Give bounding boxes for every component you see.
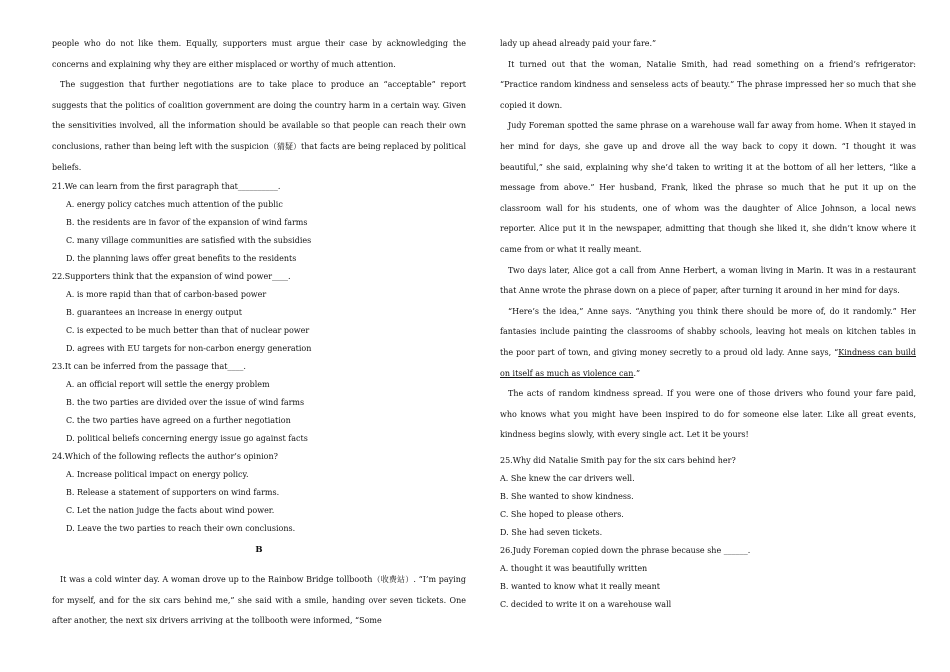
question-stem: 24.Which of the following reflects the author’s opinion? [52, 452, 278, 462]
option-a: A. Increase political impact on energy policy. [66, 470, 249, 480]
option-d: D. the planning laws offer great benefits to the residents [66, 254, 297, 264]
left-paragraph-2: The suggestion that further negotiations are to take place to produce an “acceptable” report suggests that the politics of coalition government are doing the country harm in a certain way. Given the sensitivities involved, all the information should be available so that people can reach their own conclusions, rather than being left with the suspicion（猜疑）that facts are being replaced by political beliefs. [52, 80, 466, 172]
question-21 [52, 178, 466, 268]
right-column [500, 34, 916, 614]
question-stem: 21.We can learn from the first paragraph that__________. [52, 182, 281, 192]
underlined-quote: Kindness can build on itself as much as violence can [500, 347, 917, 378]
right-paragraph-3: Judy Foreman spotted the same phrase on a warehouse wall far away from home. When it stayed in her mind for days, she gave up and drove all the way back to copy it down. “I thought it was beautiful,” she said, explaining why she’d taken to writing it at the bottom of all her letters, “like a message from above.” Her husband, Frank, liked the phrase so much that he put it up on the classroom wall for his students, one of whom was the daughter of Alice Johnson, a local news reporter. Alice put it in the newspaper, admitting that though she liked it, she didn’t know where it came from or what it really meant. [500, 121, 916, 254]
right-paragraph-1: lady up ahead already paid your fare.” [500, 39, 657, 48]
question-22 [52, 268, 466, 358]
question-25 [500, 452, 916, 542]
option-d: D. She had seven tickets. [500, 527, 603, 537]
option-a: A. thought it was beautifully written [500, 563, 648, 573]
option-b: B. the two parties are divided over the issue of wind farms [66, 398, 305, 408]
question-stem: 26.Judy Foreman copied down the phrase because she ______. [500, 545, 751, 555]
question-23 [52, 358, 466, 448]
question-stem: 23.It can be inferred from the passage that____. [52, 362, 246, 372]
right-paragraph-5 [500, 302, 916, 384]
right-paragraph-4: Two days later, Alice got a call from Anne Herbert, a woman living in Marin. It was in a restaurant that Anne wrote the phrase down on a piece of paper, after turning it around in her mind for days. [500, 265, 916, 296]
section-heading-b: B [255, 545, 263, 556]
question-stem: 22.Supporters think that the expansion of wind power____. [52, 272, 291, 282]
option-c: C. the two parties have agreed on a further negotiation [66, 416, 291, 426]
option-b: B. Release a statement of supporters on wind farms. [66, 488, 280, 498]
option-b: B. the residents are in favor of the expansion of wind farms [66, 218, 308, 228]
question-24 [52, 448, 466, 538]
option-c: C. She hoped to please others. [500, 509, 624, 519]
option-c: C. many village communities are satisfied with the subsidies [66, 236, 312, 246]
option-a: A. is more rapid than that of carbon-based power [66, 290, 267, 300]
option-a: A. an official report will settle the energy problem [66, 380, 270, 390]
paragraph-end: .” [633, 368, 641, 378]
option-c: C. decided to write it on a warehouse wall [500, 599, 672, 609]
option-b: B. wanted to know what it really meant [500, 581, 660, 591]
option-b: B. She wanted to show kindness. [500, 491, 634, 501]
option-d: D. political beliefs concerning energy issue go against facts [66, 434, 308, 444]
option-a: A. energy policy catches much attention of the public [66, 200, 283, 210]
option-b: B. guarantees an increase in energy output [66, 308, 243, 318]
question-stem: 25.Why did Natalie Smith pay for the six cars behind her? [500, 455, 736, 465]
option-d: D. Leave the two parties to reach their own conclusions. [66, 524, 296, 534]
option-a: A. She knew the car drivers well. [500, 473, 635, 483]
question-26 [500, 542, 916, 614]
option-c: C. Let the nation judge the facts about wind power. [66, 506, 275, 516]
passage-b-paragraph-1: It was a cold winter day. A woman drove up to the Rainbow Bridge tollbooth（收费站）. “I’m paying for myself, and for the six cars behind me,” she said with a smile, handing over seven tickets. One after another, the next six drivers arriving at the tollbooth were informed, “Some [52, 575, 466, 626]
paragraph-text: “Here’s the idea,” Anne says. “Anything you think there should be more of, do it randomly.” Her fantasies include painting the classrooms of shabby schools, leaving hot meals on kitchen tables in the poor part of town, and giving money secretly to a proud old lady. Anne says, “ [500, 306, 916, 357]
option-d: D. agrees with EU targets for non-carbon energy generation [66, 344, 312, 354]
left-column [52, 34, 466, 632]
option-c: C. is expected to be much better than that of nuclear power [66, 326, 310, 336]
right-paragraph-2: It turned out that the woman, Natalie Smith, had read something on a friend’s refrigerator: “Practice random kindness and senseless acts of beauty.” The phrase impressed her so much that she copied it down. [500, 59, 916, 110]
right-paragraph-6: The acts of random kindness spread. If you were one of those drivers who found your fare paid, who knows what you might have been inspired to do for someone else later. Like all great events, kindness begins slowly, with every single act. Let it be yours! [500, 389, 916, 440]
left-paragraph-1: people who do not like them. Equally, supporters must argue their case by acknowledging the concerns and explaining why they are either misplaced or worthy of much attention. [52, 39, 466, 69]
